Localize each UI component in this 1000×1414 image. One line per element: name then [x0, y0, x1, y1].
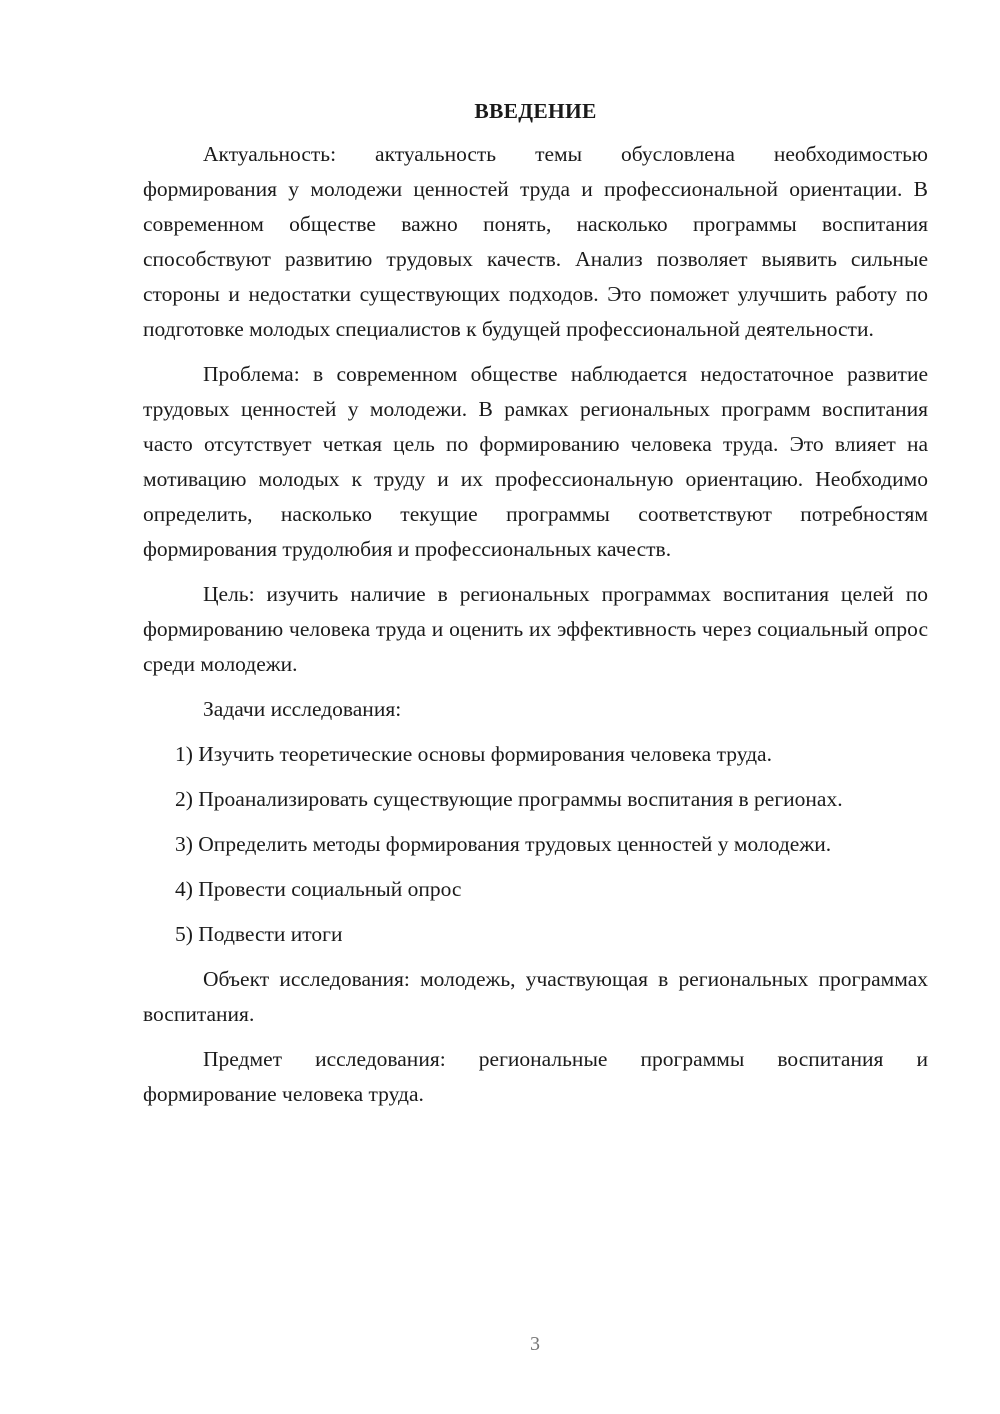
problem-paragraph: Проблема: в современном обществе наблюдается недостаточное развитие трудовых ценностей у молодежи. В рамках региональных программ воспитания часто отсутствует четкая цель по формированию человека труда. Это влияет на мотивацию молодых к труду и их профессиональную ориентацию. Необходимо определить, насколько текущие программы соответствуют потребностям формирования трудолюбия и профессиональных качеств.: [143, 362, 928, 561]
subject-paragraph: Предмет исследования: региональные программы воспитания и формирование человека труда.: [143, 1047, 928, 1106]
tasks-heading: Задачи исследования:: [203, 697, 402, 721]
page-number: 3: [530, 1333, 540, 1355]
task-item: 3) Определить методы формирования трудовых ценностей у молодежи.: [175, 832, 832, 856]
task-item: 1) Изучить теоретические основы формирования человека труда.: [175, 742, 772, 766]
section-title: ВВЕДЕНИЕ: [474, 99, 597, 123]
task-item: 2) Проанализировать существующие программы воспитания в регионах.: [175, 787, 843, 811]
task-item: 4) Провести социальный опрос: [175, 877, 462, 901]
document-page: [143, 95, 928, 1122]
relevance-paragraph: Актуальность: актуальность темы обусловлена необходимостью формирования у молодежи ценностей труда и профессиональной ориентации. В современном обществе важно понять, насколько программы воспитания способствуют развитию трудовых качеств. Анализ позволяет выявить сильные стороны и недостатки существующих подходов. Это поможет улучшить работу по подготовке молодых специалистов к будущей профессиональной деятельности.: [143, 142, 928, 341]
object-paragraph: Объект исследования: молодежь, участвующая в региональных программах воспитания.: [143, 967, 928, 1026]
goal-paragraph: Цель: изучить наличие в региональных программах воспитания целей по формированию человека труда и оценить их эффективность через социальный опрос среди молодежи.: [143, 582, 928, 676]
task-item: 5) Подвести итоги: [175, 922, 343, 946]
